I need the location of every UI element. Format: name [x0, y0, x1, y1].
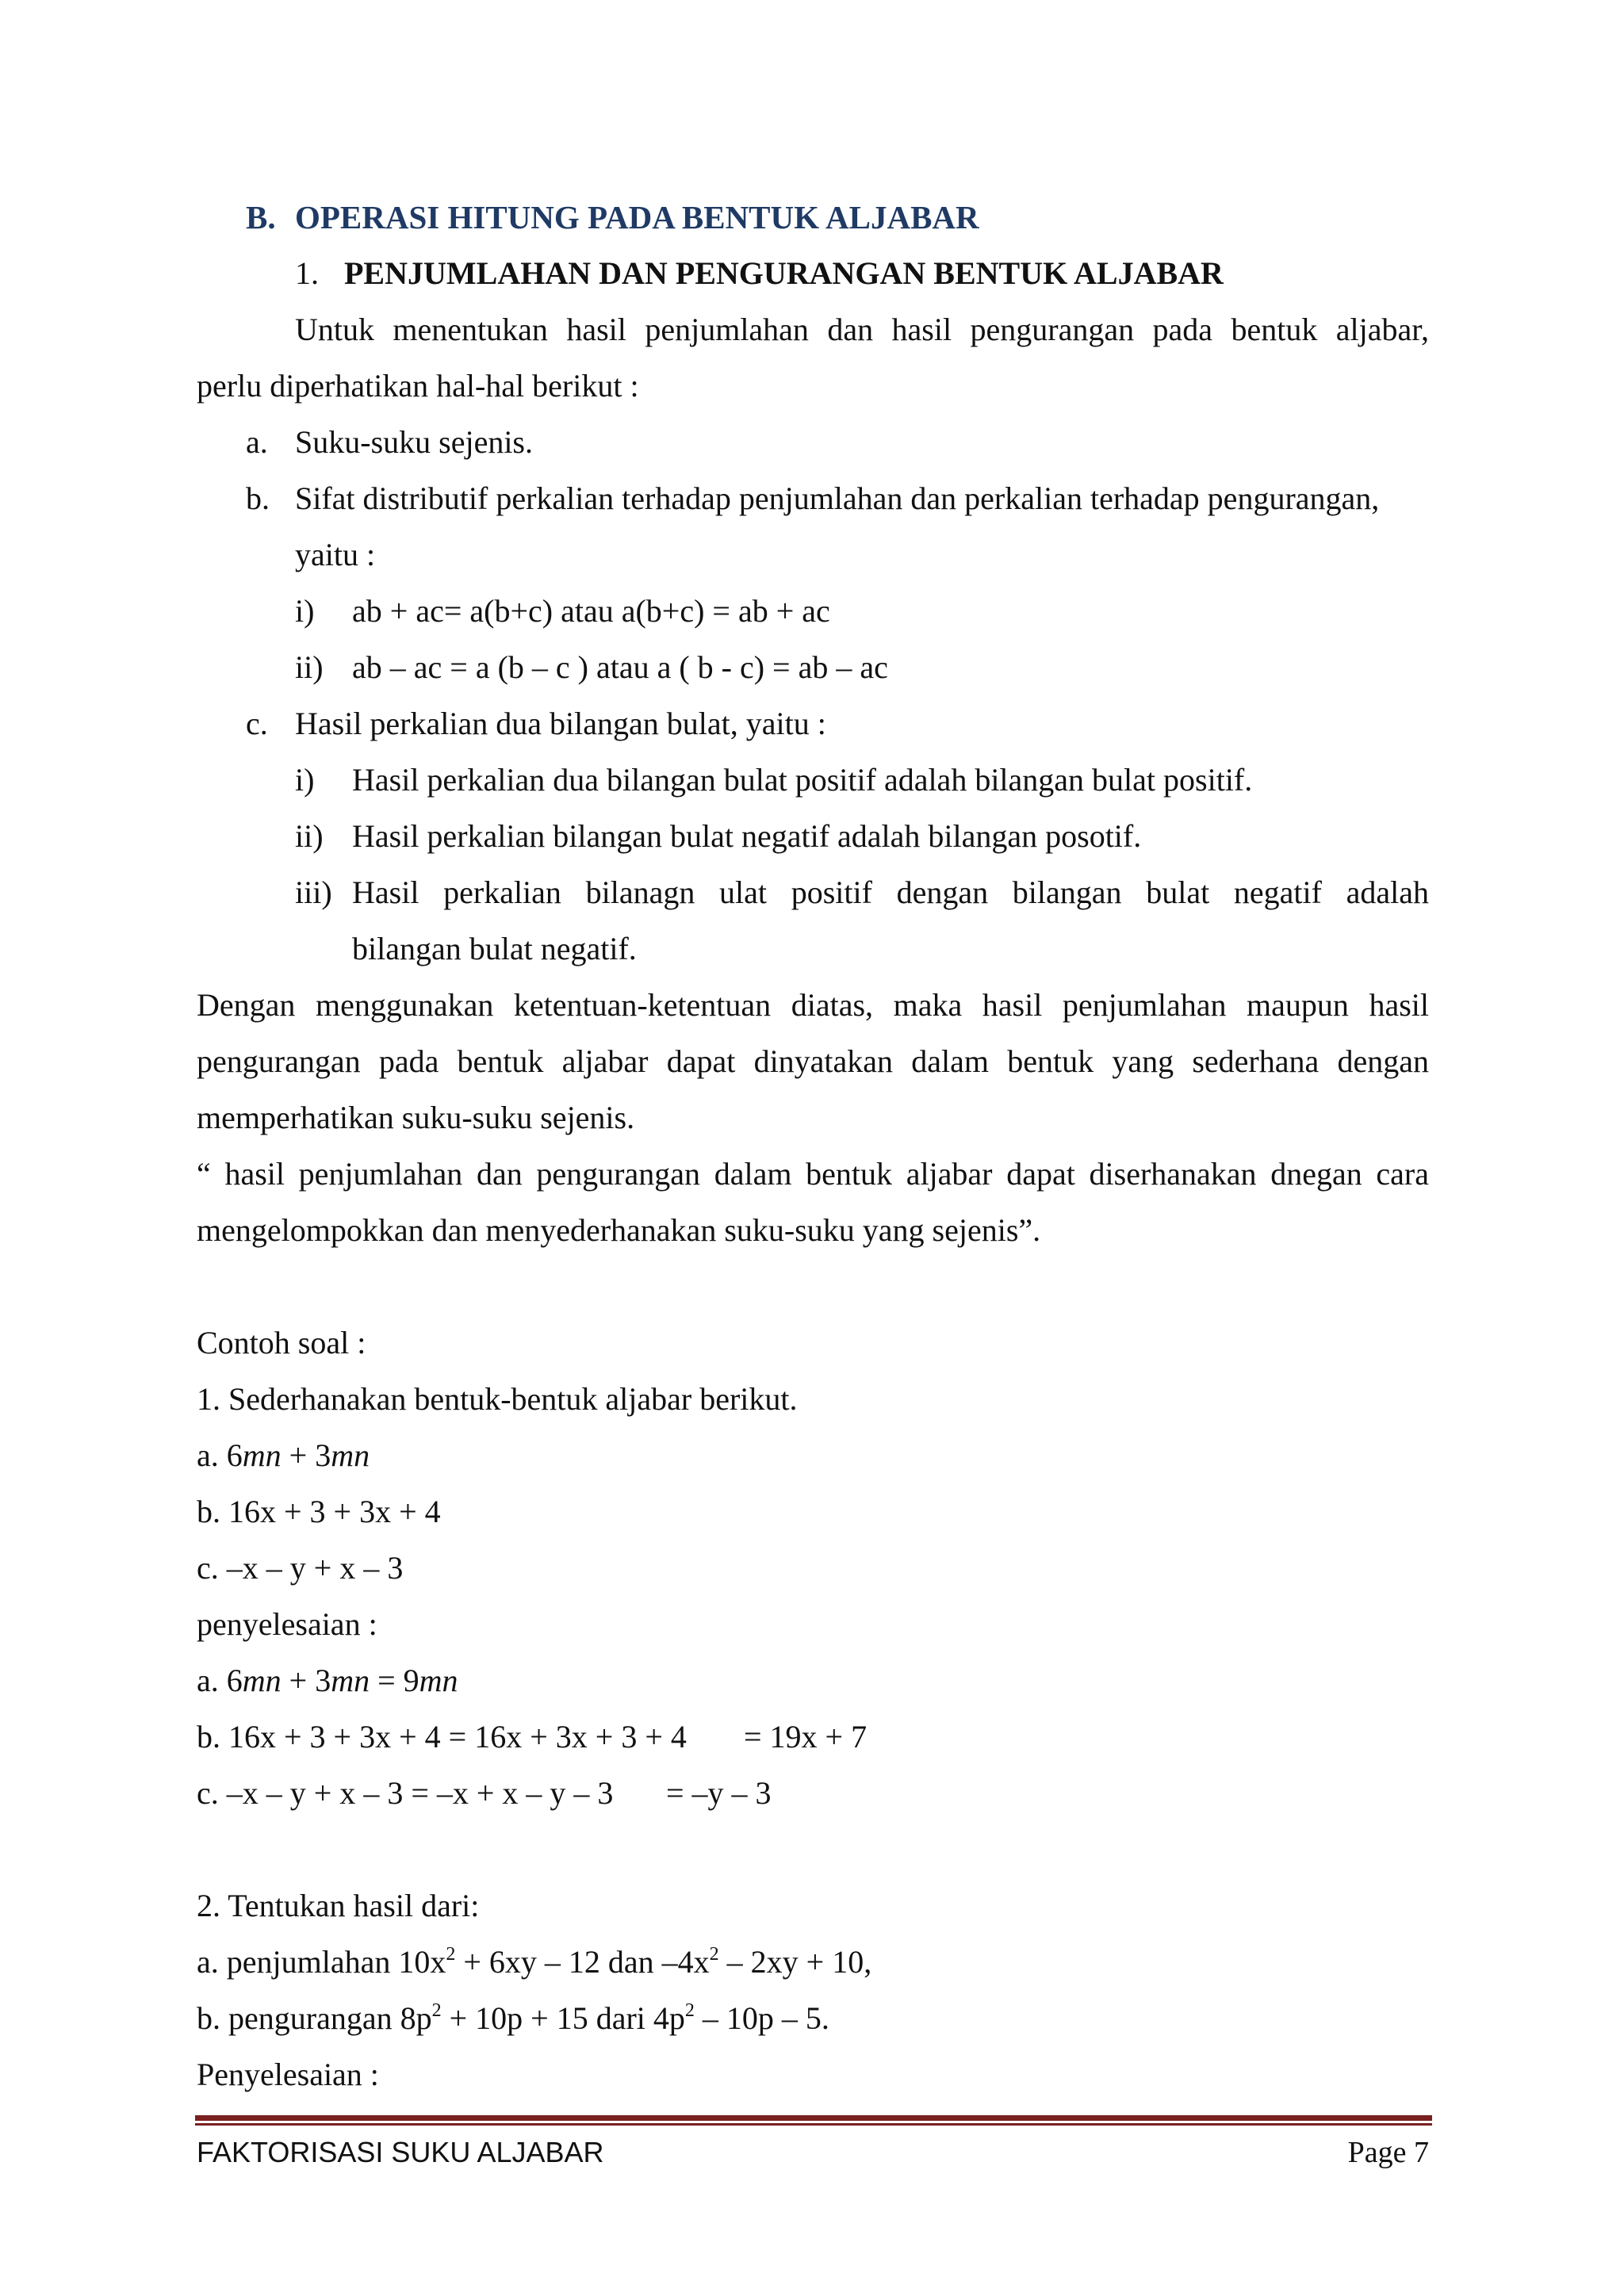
- page-number: Page 7: [1347, 2136, 1429, 2169]
- q1-item-b: b. 16x + 3 + 3x + 4: [197, 1494, 441, 1529]
- sublist-text: ab – ac = a (b – c ) atau a ( b - c) = ab – ac: [352, 649, 888, 685]
- question-1: 1. Sederhanakan bentuk-bentuk aljabar berikut.: [197, 1381, 798, 1417]
- expr-text: + 3: [281, 1663, 331, 1698]
- footer-rule-thick: [195, 2115, 1432, 2121]
- paragraph-line: memperhatikan suku-suku sejenis.: [197, 1100, 635, 1135]
- section-title: OPERASI HITUNG PADA BENTUK ALJABAR: [295, 199, 979, 235]
- exponent: 2: [684, 2000, 695, 2021]
- expr-text: + 3: [281, 1437, 331, 1473]
- q1-solution-label: penyelesaian :: [197, 1606, 377, 1642]
- expr-var: mn: [242, 1663, 282, 1698]
- list-item-c: [246, 695, 1478, 752]
- sublist-marker: ii): [295, 649, 324, 685]
- subsection-title: PENJUMLAHAN DAN PENGURANGAN BENTUK ALJABAR: [344, 255, 1224, 291]
- list-item-b-cont: yaitu :: [295, 537, 376, 572]
- example-label: Contoh soal :: [197, 1325, 366, 1360]
- sublist-item: [295, 808, 1527, 865]
- expr-text: b. pengurangan 8p: [197, 2000, 432, 2036]
- q1-item-a: [197, 1427, 1429, 1484]
- exponent: 2: [709, 1944, 719, 1965]
- expr-var: mn: [242, 1437, 282, 1473]
- expr-text: + 6xy – 12 dan –4x: [455, 1944, 710, 1980]
- q1-solution-b: [197, 1709, 1429, 1766]
- sublist-item: [295, 583, 1527, 640]
- section-heading: [246, 189, 1478, 246]
- expr-text: a. 6: [197, 1437, 243, 1473]
- exponent: 2: [446, 1944, 456, 1965]
- sublist-item: [295, 639, 1527, 696]
- quote-line: “ hasil penjumlahan dan pengurangan dalam bentuk aljabar dapat diserhanakan dnegan cara: [197, 1156, 1429, 1192]
- sublist-text: ab + ac= a(b+c) atau a(b+c) = ab + ac: [352, 593, 830, 629]
- list-marker: a.: [246, 424, 268, 460]
- sublist-marker: ii): [295, 818, 324, 854]
- list-text: Suku-suku sejenis.: [295, 424, 533, 460]
- paragraph-line: Dengan menggunakan ketentuan-ketentuan diatas, maka hasil penjumlahan maupun hasil: [197, 987, 1429, 1023]
- q1-item-c: c. –x – y + x – 3: [197, 1550, 404, 1586]
- expr-text: – 2xy + 10,: [718, 1944, 872, 1980]
- subsection-heading: [295, 245, 1527, 302]
- footer-title: FAKTORISASI SUKU ALJABAR: [197, 2136, 604, 2168]
- expr-left: c. –x – y + x – 3 = –x + x – y – 3: [197, 1775, 614, 1811]
- intro-line-1: Untuk menentukan hasil penjumlahan dan hasil pengurangan pada bentuk aljabar,: [295, 312, 1429, 347]
- expr-text: = 9: [370, 1663, 419, 1698]
- subsection-marker: 1.: [295, 255, 319, 291]
- expr-var: mn: [331, 1663, 370, 1698]
- quote-line: mengelompokkan dan menyederhanakan suku-suku yang sejenis”.: [197, 1212, 1041, 1248]
- sublist-text-cont: bilangan bulat negatif.: [352, 931, 637, 966]
- list-item-a: [246, 414, 1478, 471]
- list-text: Sifat distributif perkalian terhadap penjumlahan dan perkalian terhadap pengurangan,: [295, 480, 1380, 516]
- expr-text: + 10p + 15 dari 4p: [441, 2000, 685, 2036]
- paragraph-line: pengurangan pada bentuk aljabar dapat dinyatakan dalam bentuk yang sederhana dengan: [197, 1043, 1429, 1079]
- expr-var: mn: [419, 1663, 458, 1698]
- footer-rule-thin: [195, 2123, 1432, 2126]
- q2-solution-label: Penyelesaian :: [197, 2057, 379, 2092]
- intro-line-2: perlu diperhatikan hal-hal berikut :: [197, 368, 639, 404]
- q1-solution-a: [197, 1652, 1429, 1709]
- list-text: Hasil perkalian dua bilangan bulat, yaitu :: [295, 706, 826, 741]
- expr-text: a. penjumlahan 10x: [197, 1944, 446, 1980]
- exponent: 2: [431, 2000, 442, 2021]
- sublist-text: Hasil perkalian bilanagn ulat positif dengan bilangan bulat negatif adalah: [352, 874, 1429, 910]
- expr-right: = 19x + 7: [744, 1719, 868, 1755]
- expr-text: a. 6: [197, 1663, 243, 1698]
- sublist-item: [295, 864, 1429, 921]
- sublist-item: [295, 752, 1527, 809]
- sublist-text: Hasil perkalian bilangan bulat negatif adalah bilangan posotif.: [352, 818, 1142, 854]
- sublist-text: Hasil perkalian dua bilangan bulat positif adalah bilangan bulat positif.: [352, 762, 1253, 798]
- list-marker: c.: [246, 706, 268, 741]
- q1-solution-c: [197, 1765, 1429, 1822]
- sublist-marker: i): [295, 593, 315, 629]
- q2-item-a: [197, 1934, 1429, 1991]
- question-2: 2. Tentukan hasil dari:: [197, 1888, 480, 1923]
- expr-var: mn: [331, 1437, 370, 1473]
- expr-text: – 10p – 5.: [694, 2000, 829, 2036]
- q2-item-b: [197, 1990, 1429, 2047]
- section-marker: B.: [246, 199, 276, 235]
- expr-right: = –y – 3: [666, 1775, 772, 1811]
- sublist-marker: i): [295, 762, 315, 798]
- expr-left: b. 16x + 3 + 3x + 4 = 16x + 3x + 3 + 4: [197, 1719, 687, 1755]
- list-item-b: [246, 470, 1478, 527]
- sublist-marker: iii): [295, 874, 332, 910]
- list-marker: b.: [246, 480, 270, 516]
